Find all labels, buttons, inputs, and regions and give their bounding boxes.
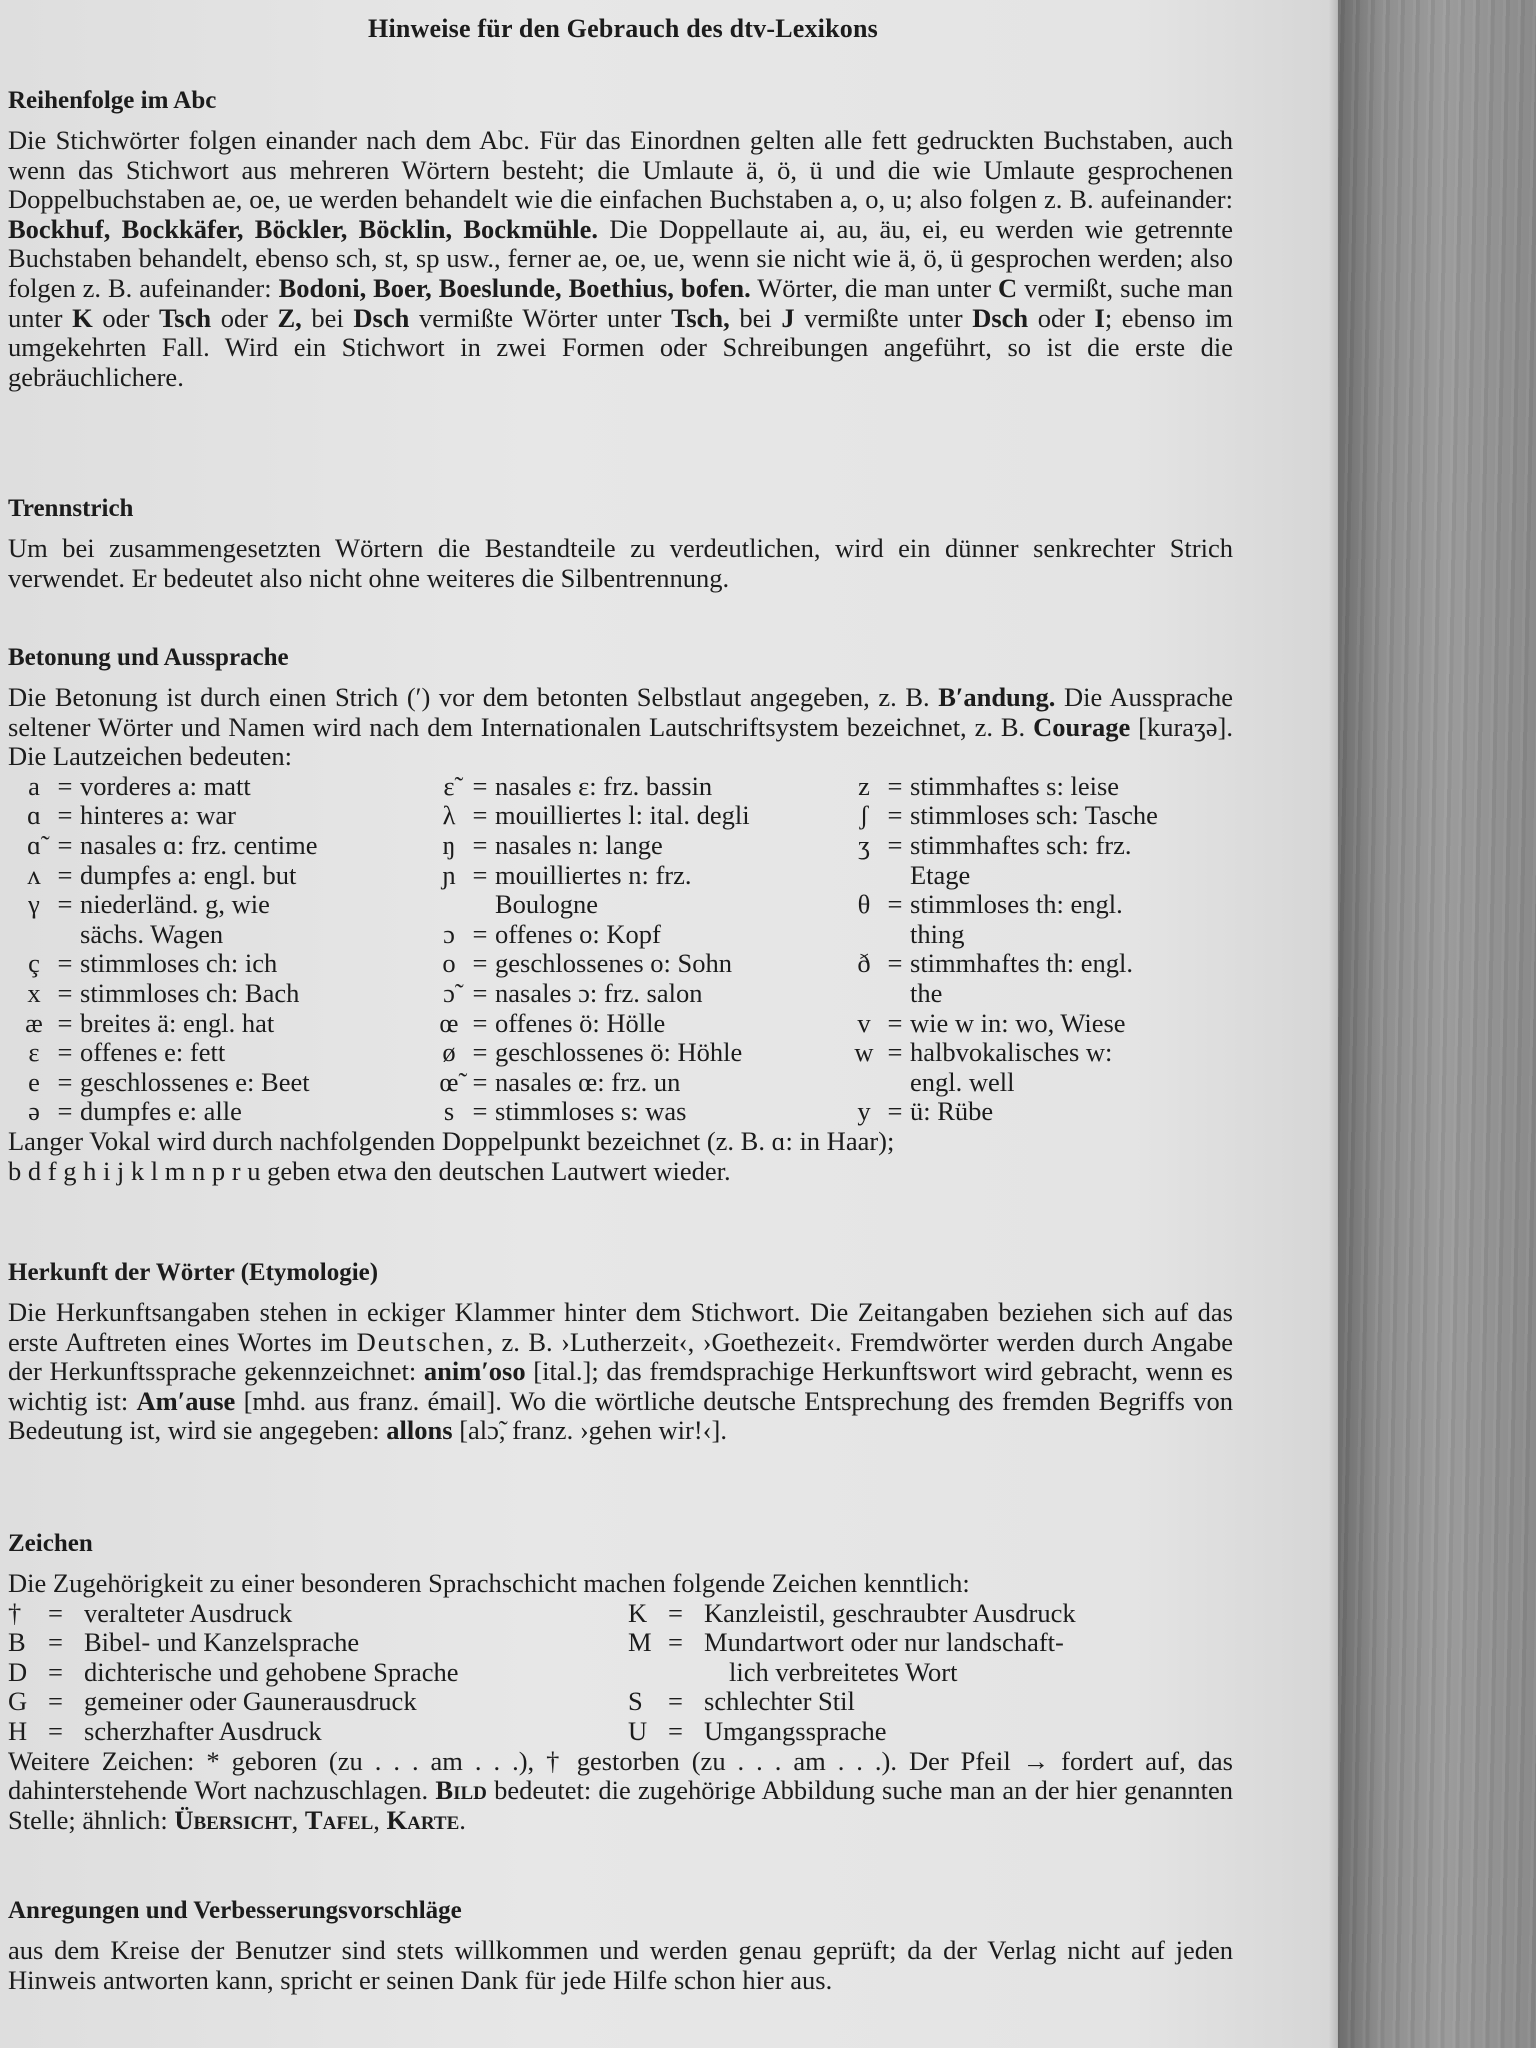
phonetic-entry <box>433 1009 848 1039</box>
phonetic-description: stimmhaftes th: engl. <box>910 948 1134 979</box>
heading-betonung: Betonung und Aussprache <box>8 644 289 671</box>
sign-entry <box>628 1717 1228 1747</box>
phonetic-description: vorderes a: matt <box>80 770 251 801</box>
sign-entry <box>628 1628 1228 1658</box>
equals-sign: = <box>57 1037 73 1068</box>
paragraph-zeichen-intro: Die Zugehörigkeit zu einer besonderen Sprachschicht machen folgende Zeichen kenntlich: <box>8 1568 970 1598</box>
equals-sign: = <box>887 800 903 831</box>
phonetic-entry <box>18 890 433 920</box>
phonetic-description: nasales ɔ: frz. salon <box>495 977 703 1008</box>
equals-sign: = <box>57 859 73 890</box>
phonetic-entry <box>18 979 433 1009</box>
phonetic-symbol: γ <box>28 889 40 920</box>
phonetic-entry <box>433 772 848 802</box>
equals-sign: = <box>57 1007 73 1038</box>
phonetic-description: dumpfes a: engl. but <box>80 859 297 890</box>
section-abc <box>8 86 1233 392</box>
equals-sign: = <box>472 800 488 831</box>
phonetic-symbol: v <box>857 1007 871 1038</box>
sign-entry <box>8 1658 628 1688</box>
phonetic-entry <box>433 949 848 979</box>
phonetic-symbol: ʒ <box>858 829 870 860</box>
phonetic-entry <box>848 801 1243 831</box>
phonetic-symbol: θ <box>857 889 871 920</box>
equals-sign: = <box>57 889 73 920</box>
phonetic-symbol: s <box>443 1096 455 1127</box>
sign-description: dichterische und gehobene Sprache <box>84 1656 459 1687</box>
phonetic-symbol: ɔ̃ <box>443 977 455 1008</box>
sign-description: Umgangssprache <box>704 1715 887 1746</box>
sign-entry <box>8 1717 628 1747</box>
phonetic-entry <box>18 1097 433 1127</box>
equals-sign: = <box>472 918 488 949</box>
equals-sign: = <box>472 1007 488 1038</box>
phonetic-symbol: a <box>28 770 40 801</box>
phonetic-symbol: ɲ <box>442 859 456 890</box>
section-betonung <box>8 643 1233 1186</box>
phonetic-description: halbvokalisches w: <box>910 1037 1113 1068</box>
phonetic-description: stimmloses ch: ich <box>80 948 278 979</box>
equals-sign: = <box>472 770 488 801</box>
phonetic-entry <box>18 1038 433 1068</box>
phonetic-symbol: x <box>27 977 41 1008</box>
sign-table <box>8 1599 1233 1747</box>
phonetic-description: nasales ε: frz. bassin <box>495 770 713 801</box>
equals-sign: = <box>57 1096 73 1127</box>
phonetic-description: offenes e: fett <box>80 1037 226 1068</box>
phonetic-symbol: ð <box>857 948 871 979</box>
phonetic-description: mouilliertes l: ital. degli <box>495 800 750 831</box>
phonetic-symbol: ə <box>28 1096 40 1127</box>
sign-description: veralteter Ausdruck <box>84 1597 293 1628</box>
phonetic-description-continued: thing <box>910 918 965 949</box>
phonetic-symbol: ε <box>28 1037 40 1068</box>
phonetic-description: wie w in: wo, Wiese <box>910 1007 1126 1038</box>
phonetic-entry <box>433 831 848 861</box>
phonetic-description: hinteres a: war <box>80 800 236 831</box>
phonetic-description: niederländ. g, wie <box>80 889 270 920</box>
phonetic-description: geschlossenes o: Sohn <box>495 948 733 979</box>
sign-symbol: † <box>8 1597 22 1628</box>
equals-sign: = <box>472 859 488 890</box>
phonetic-entry <box>433 920 848 950</box>
phonetic-description: offenes o: Kopf <box>495 918 661 949</box>
heading-anregungen: Anregungen und Verbesserungsvorschläge <box>8 1897 462 1924</box>
section-anregungen <box>8 1896 1233 1995</box>
equals-sign: = <box>48 1656 63 1687</box>
heading-zeichen: Zeichen <box>8 1530 93 1557</box>
phonetic-entry <box>848 949 1243 979</box>
wooden-surface <box>1338 0 1536 2048</box>
equals-sign: = <box>887 829 903 860</box>
phonetic-symbol: w <box>854 1037 874 1068</box>
paragraph-trennstrich: Um bei zusammengesetzten Wörtern die Bestandteile zu verdeutlichen, wird ein dünner senkrechter Strich verwendet. Er bedeutet also nicht ohne weiteres die Silbentrennung. <box>8 533 1233 593</box>
equals-sign: = <box>472 1066 488 1097</box>
equals-sign: = <box>668 1597 683 1628</box>
equals-sign: = <box>668 1627 683 1658</box>
phonetic-column-3 <box>848 772 1243 1127</box>
phonetic-symbol: o <box>442 948 456 979</box>
phonetic-description: stimmhaftes sch: frz. <box>910 829 1132 860</box>
phonetic-description: stimmloses sch: Tasche <box>910 800 1158 831</box>
equals-sign: = <box>48 1715 63 1746</box>
section-herkunft <box>8 1258 1233 1446</box>
sign-entry <box>8 1687 628 1717</box>
equals-sign: = <box>57 800 73 831</box>
paragraph-betonung: Die Betonung ist durch einen Strich (′) vor dem betonten Selbstlaut angegeben, z. B. B′andung. Die Aussprache seltener Wörter und Namen wird nach dem Internationalen Lautschriftsystem bezeichnet, z. B. Courage [kuraʒə]. Die Lautzeichen bedeuten: <box>8 682 1233 772</box>
sign-column-left <box>8 1599 628 1747</box>
equals-sign: = <box>887 770 903 801</box>
phonetic-symbol: z <box>858 770 870 801</box>
phonetic-symbol: ɔ <box>443 918 455 949</box>
phonetic-symbol: e <box>28 1066 40 1097</box>
sign-symbol: K <box>628 1597 648 1628</box>
phonetic-description: geschlossenes ö: Höhle <box>495 1037 743 1068</box>
sign-description: scherzhafter Ausdruck <box>84 1715 322 1746</box>
paragraph-herkunft: Die Herkunftsangaben stehen in eckiger Klammer hinter dem Stichwort. Die Zeitangaben beziehen sich auf das erste Auftreten eines Wortes im Deutschen, z. B. ›Lutherzeit‹, ›Goethezeit‹. Fremdwörter werden durch Angabe der Herkunftssprache gekennzeichnet: anim′oso [ital.]; das fremdsprachige Herkunftswort wird gebracht, wenn es wichtig ist: Am′ause [mhd. aus franz. émail]. Wo die wörtliche deutsche Entsprechung des fremden Begriffs von Bedeutung ist, wird sie angegeben: allons [alɔ̃, franz. ›gehen wir!‹]. <box>8 1297 1234 1446</box>
phonetic-symbol: λ <box>442 800 456 831</box>
phonetic-entry <box>18 949 433 979</box>
section-zeichen <box>8 1529 1233 1835</box>
paragraph-anregungen: aus dem Kreise der Benutzer sind stets willkommen und werden genau geprüft; da der Verlag nicht auf jeden Hinweis antworten kann, spricht er seinen Dank für jede Hilfe schon hier aus. <box>8 1935 1233 1995</box>
sign-description-continued: lich verbreitetes Wort <box>729 1656 958 1687</box>
equals-sign: = <box>668 1715 683 1746</box>
phonetic-symbol: ʌ <box>27 859 41 890</box>
sign-entry <box>8 1599 628 1629</box>
equals-sign: = <box>887 948 903 979</box>
sign-symbol: H <box>8 1715 28 1746</box>
heading-herkunft: Herkunft der Wörter (Etymologie) <box>8 1259 379 1286</box>
phonetic-description: nasales n: lange <box>495 829 663 860</box>
phonetic-symbol: ç <box>28 948 40 979</box>
phonetic-entry <box>433 1097 848 1127</box>
equals-sign: = <box>887 1007 903 1038</box>
phonetic-entry <box>433 979 848 1009</box>
phonetic-entry <box>848 890 1243 920</box>
sign-entry <box>628 1599 1228 1629</box>
phonetic-entry <box>433 1068 848 1098</box>
sign-symbol: U <box>628 1715 648 1746</box>
sign-symbol: G <box>8 1686 28 1717</box>
phonetic-symbol: ʃ <box>859 800 869 831</box>
heading-abc: Reihenfolge im Abc <box>8 87 217 114</box>
section-trennstrich <box>8 494 1233 593</box>
phonetic-entry <box>18 1068 433 1098</box>
sign-symbol: M <box>628 1627 652 1658</box>
sign-symbol: D <box>8 1656 28 1687</box>
equals-sign: = <box>48 1597 63 1628</box>
phonetic-column-1 <box>18 772 433 1127</box>
phonetic-description-continued: engl. well <box>910 1066 1015 1097</box>
phonetic-entry <box>18 772 433 802</box>
phonetic-symbol: ɑ̃ <box>27 829 41 860</box>
phonetic-symbol: ŋ <box>442 829 456 860</box>
phonetic-description: mouilliertes n: frz. <box>495 859 692 890</box>
equals-sign: = <box>887 1037 903 1068</box>
phonetic-entry <box>433 1038 848 1068</box>
paragraph-lautwert: b d f g h i j k l m n p r u geben etwa den deutschen Lautwert wieder. <box>8 1155 731 1186</box>
phonetic-symbol: ɑ <box>27 800 41 831</box>
phonetic-symbol: æ <box>25 1007 43 1038</box>
phonetic-description-continued: Etage <box>910 859 971 890</box>
phonetic-entry <box>18 1009 433 1039</box>
phonetic-entry <box>433 861 848 891</box>
phonetic-symbol: œ̃ <box>439 1066 459 1097</box>
equals-sign: = <box>472 829 488 860</box>
phonetic-column-2 <box>433 772 848 1127</box>
equals-sign: = <box>57 977 73 1008</box>
sign-symbol: B <box>8 1627 26 1658</box>
equals-sign: = <box>57 770 73 801</box>
sign-entry <box>8 1628 628 1658</box>
phonetic-entry <box>848 1038 1243 1068</box>
sign-entry <box>628 1687 1228 1717</box>
paragraph-langer-vokal: Langer Vokal wird durch nachfolgenden Doppelpunkt bezeichnet (z. B. ɑ: in Haar); <box>8 1125 895 1156</box>
equals-sign: = <box>472 977 488 1008</box>
phonetic-symbol: œ <box>439 1007 459 1038</box>
phonetic-description: stimmhaftes s: leise <box>910 770 1120 801</box>
phonetic-entry <box>848 772 1243 802</box>
phonetic-description: breites ä: engl. hat <box>80 1007 275 1038</box>
phonetic-description: geschlossenes e: Beet <box>80 1066 310 1097</box>
equals-sign: = <box>57 829 73 860</box>
sign-column-right <box>628 1599 1228 1747</box>
sign-symbol: S <box>628 1686 643 1717</box>
phonetic-description-continued: Boulogne <box>495 889 599 920</box>
phonetic-description: nasales ɑ: frz. centime <box>80 829 318 860</box>
phonetic-description: ü: Rübe <box>910 1096 994 1127</box>
equals-sign: = <box>887 889 903 920</box>
page-title: Hinweise für den Gebrauch des dtv-Lexikons <box>368 14 878 43</box>
equals-sign: = <box>57 1066 73 1097</box>
heading-trennstrich: Trennstrich <box>8 495 134 522</box>
sign-description: Bibel- und Kanzelsprache <box>84 1627 360 1658</box>
equals-sign: = <box>48 1686 63 1717</box>
equals-sign: = <box>472 948 488 979</box>
sign-description: schlechter Stil <box>704 1686 855 1717</box>
equals-sign: = <box>887 1096 903 1127</box>
phonetic-entry <box>18 831 433 861</box>
sign-description: Mundartwort oder nur landschaft- <box>704 1627 1064 1658</box>
equals-sign: = <box>48 1627 63 1658</box>
paragraph-abc: Die Stichwörter folgen einander nach dem Abc. Für das Einordnen gelten alle fett gedruckten Buchstaben, auch wenn das Stichwort aus mehreren Wörtern besteht; die Umlaute ä, ö, ü und die wie Umlaute gesprochenen Doppelbuchstaben ae, oe, ue werden behandelt wie die einfachen Buchstaben a, o, u; also folgen z. B. aufeinander: Bockhuf, Bockkäfer, Böckler, Böcklin, Bockmühle. Die Doppellaute ai, au, äu, ei, eu werden wie getrennte Buchstaben behandelt, ebenso sch, st, sp usw., ferner ae, oe, ue, wenn sie nicht wie ä, ö, ü gesprochen werden; also folgen z. B. aufeinander: Bodoni, Boer, Boeslunde, Boethius, bofen. Wörter, die man unter C vermißt, suche man unter K oder Tsch oder Z, bei Dsch vermißte Wörter unter Tsch, bei J vermißte unter Dsch oder I; ebenso im umgekehrten Fall. Wird ein Stichwort in zwei Formen oder Schreibungen angeführt, so ist die erste die gebräuchlichere. <box>8 125 1233 392</box>
phonetic-description: stimmloses ch: Bach <box>80 977 300 1008</box>
phonetic-symbol: ø <box>442 1037 456 1068</box>
phonetic-table <box>8 772 1233 1127</box>
phonetic-symbol: y <box>857 1096 871 1127</box>
equals-sign: = <box>57 948 73 979</box>
equals-sign: = <box>472 1037 488 1068</box>
paragraph-weitere-zeichen: Weitere Zeichen: * geboren (zu . . . am . . .), † gestorben (zu . . . am . . .). Der Pfeil → fordert auf, das dahinterstehende Wort nachzuschlagen. Bild bedeutet: die zugehörige Abbildung suche man an der hier genannten Stelle; ähnlich: Übersicht, Tafel, Karte. <box>8 1745 1233 1835</box>
sign-description: gemeiner oder Gaunerausdruck <box>84 1686 417 1717</box>
phonetic-entry <box>433 801 848 831</box>
phonetic-description: stimmloses s: was <box>495 1096 687 1127</box>
sign-description: Kanzleistil, geschraubter Ausdruck <box>704 1597 1076 1628</box>
phonetic-description-continued: sächs. Wagen <box>80 918 224 949</box>
phonetic-entry <box>848 1097 1243 1127</box>
phonetic-description: stimmloses th: engl. <box>910 889 1123 920</box>
phonetic-description: dumpfes e: alle <box>80 1096 242 1127</box>
phonetic-entry <box>18 861 433 891</box>
equals-sign: = <box>668 1686 683 1717</box>
phonetic-entry <box>18 801 433 831</box>
phonetic-entry <box>848 1009 1243 1039</box>
phonetic-description: offenes ö: Hölle <box>495 1007 666 1038</box>
phonetic-entry <box>848 831 1243 861</box>
equals-sign: = <box>472 1096 488 1127</box>
phonetic-description: nasales œ: frz. un <box>495 1066 681 1097</box>
phonetic-description-continued: the <box>910 977 943 1008</box>
phonetic-symbol: ε̃ <box>443 770 455 801</box>
